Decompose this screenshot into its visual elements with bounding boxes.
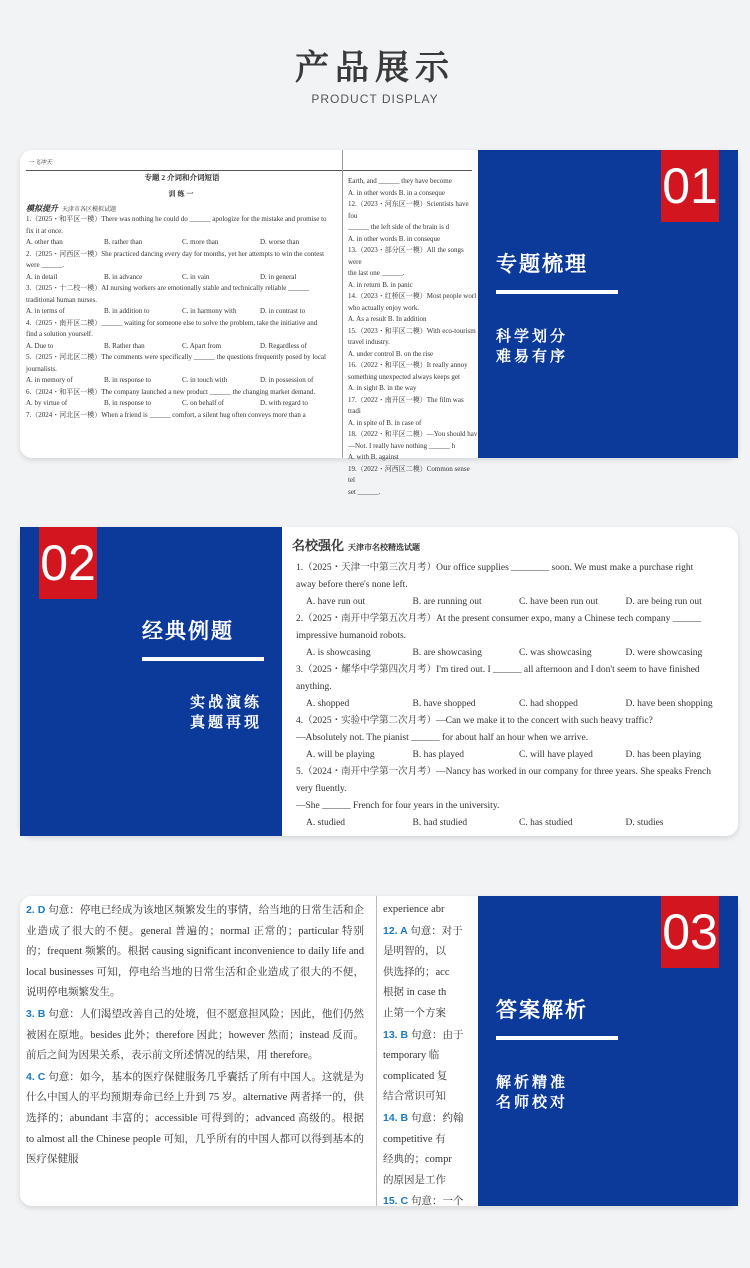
question-line: 14.（2023・红桥区一模）Most people worl (348, 292, 477, 300)
question-line: 15.（2023・和平区二模）With eco-tourism (348, 326, 476, 335)
answer-option: A. other than (26, 238, 63, 246)
answer-option: A. studied (306, 818, 346, 828)
answer-column-left (20, 896, 372, 1206)
answer-column-right (376, 896, 478, 1206)
feature-panel-1 (478, 150, 738, 458)
panel-title: 答案解析 (496, 998, 588, 1022)
question-line: 16.（2022・和平区一模）It really annoy (348, 361, 468, 369)
answer-option: A. in detail (26, 272, 58, 281)
answer-option: A. is showcasing (306, 648, 371, 658)
answer-options (296, 594, 732, 611)
book-logo: 一飞冲天 (28, 160, 53, 166)
panel-tagline: 解析精准 名师校对 (496, 1073, 569, 1111)
answer-line: complicated 复 (383, 1070, 448, 1082)
section-number: 01 (661, 150, 719, 222)
question-line: 7.（2024・河北区一模）When a friend is ______ comfort, a silent hug often conveys more than a (26, 410, 306, 419)
answer-option: D. are being run out (625, 597, 702, 607)
question-line: ______ the left side of the brain is d (348, 223, 450, 231)
answer-text: 句意：人们渴望改善自己的处境，但不愿意担风险；因此，他们仍然被困在原地。besides 此外；therefore 因此；however 然而；instead 反而。前后之间为因果关系，表示前文所述情况的结果，用 therefore。 (26, 1008, 364, 1062)
answer-line: competitive 有 (383, 1133, 446, 1145)
answer-line: 13. B 句意：由于 (383, 1028, 464, 1041)
answer-line: experience abr (383, 904, 445, 915)
answer-option: A. will be playing (306, 750, 375, 760)
left-column (26, 150, 338, 458)
answer-option: A. have run out (306, 597, 366, 607)
answer-options (296, 815, 732, 832)
answer-explanation (26, 900, 364, 1004)
answer-label: 2. D (26, 904, 49, 916)
question-line: 5.（2025・河北区二模）The comments were specifically ______ the questions frequently posed by local (26, 353, 326, 361)
section-number: 02 (39, 527, 97, 599)
sample-page-2 (282, 527, 738, 836)
answer-option: D. were showcasing (625, 648, 703, 658)
answer-option: C. on behalf of (182, 399, 224, 407)
question-line: away before there's none left. (296, 580, 408, 590)
page-title: 产品展示 (295, 48, 455, 88)
answer-options (26, 375, 338, 387)
answer-option: B. in response to (104, 376, 152, 384)
question-list-right (348, 176, 478, 498)
answer-line: 15. C 句意：一个 (383, 1195, 464, 1208)
answer-option: B. are showcasing (412, 648, 482, 658)
question-line: impressive humanoid robots. (296, 631, 407, 641)
answer-option: C. in harmony with (182, 307, 237, 315)
question-line: —Not. I really have nothing ______ h (348, 441, 456, 450)
question-line: who actually enjoy work. (348, 303, 420, 312)
answer-option: C. more than (182, 238, 219, 246)
answer-line: 经典的；compr (383, 1154, 452, 1166)
answer-option: B. Rather than (104, 341, 145, 350)
question-line: 1.（2025・天津一中第三次月考）Our office supplies ________ soon. We must make a purchase right (296, 563, 694, 573)
answer-options (26, 272, 338, 284)
answer-option: C. has studied (519, 818, 573, 828)
answer-line: 的原因是工作 (383, 1174, 446, 1186)
question-line: set ______. (348, 487, 381, 496)
panel-tagline: 科学划分 难易有序 (496, 327, 569, 365)
question-line: 18.（2022・和平区二模）—You should hav (348, 430, 478, 438)
question-line: 17.（2022・南开区一模）The film was tradi (348, 395, 464, 415)
question-line: 4.（2025・实验中学第二次月考）—Can we make it to the concert with such heavy traffic? (296, 716, 653, 726)
answer-option: B. in addition to (104, 307, 150, 315)
answer-options (296, 747, 732, 764)
question-line: travel industry. (348, 338, 390, 346)
panel-tagline: 实战演练 真题再现 (189, 693, 262, 731)
answer-option: D. Regardless of (260, 341, 307, 350)
answer-option: B. in advance (104, 272, 143, 281)
answer-option: D. in contrast to (260, 307, 306, 315)
panel-divider (496, 290, 618, 294)
question-line: A. under control B. on the rise (348, 349, 434, 358)
answer-explanation (26, 1067, 364, 1171)
answer-option: B. have shopped (412, 699, 476, 709)
answer-options (26, 237, 338, 249)
answer-text: 句意：停电已经成为该地区频繁发生的事情，给当地的日常生活和企业造成了很大的不便。general 普遍的；normal 正常的；particular 特别的；frequent 频繁的。根据 causing significant inconvenience to daily life and local businesses 可知，停电给当地的日常生活和企业造成了很大的不便，说明停电频繁发生。 (26, 905, 364, 999)
answer-option: D. have been shopping (625, 699, 713, 709)
question-line: 4.（2025・南开区二模）______ waiting for someone else to solve the problem, take the initiative and (26, 318, 318, 327)
answer-option: D. worse than (260, 238, 300, 246)
question-line: 5.（2024・南开中学第一次月考）—Nancy has worked in our company for three years. She speaks French (296, 767, 712, 777)
feature-panel-2 (20, 527, 282, 836)
panel-divider (142, 657, 264, 661)
question-line: fix it at once. (26, 226, 63, 235)
answer-options (26, 341, 338, 353)
question-line: 2.（2025・南开中学第五次月考）At the present consumer expo, many a Chinese tech company ______ (296, 614, 702, 624)
page-subtitle: PRODUCT DISPLAY (311, 92, 439, 106)
question-line: A. in sight B. in the way (348, 384, 417, 392)
answer-option: C. in touch with (182, 376, 228, 384)
question-line: 12.（2023・河东区一模）Scientists have fou (348, 200, 469, 220)
answer-line: 根据 in case th (383, 987, 447, 999)
question-line: the last one ______. (348, 269, 405, 277)
question-line: 1.（2025・和平区一模）There was nothing he could do ______ apologize for the mistake and promise to (26, 215, 327, 223)
answer-option: D. studies (625, 818, 664, 828)
question-line: A. in return B. in panic (348, 280, 413, 289)
question-line: A. As a result B. In addition (348, 315, 427, 323)
product-card-2 (20, 527, 738, 836)
answer-option: B. had studied (412, 818, 468, 828)
answer-option: A. by virtue of (26, 399, 68, 407)
answer-explanation (26, 1004, 364, 1067)
panel-title: 经典例题 (142, 619, 234, 643)
answer-line: 12. A 句意：对于 (383, 924, 463, 937)
sample-page-1 (20, 150, 478, 496)
answer-option: A. shopped (306, 699, 350, 709)
answer-option: D. in possession of (260, 376, 314, 384)
answer-text: 句意：如今，基本的医疗保健服务几乎囊括了所有中国人。这就是为什么中国人的平均预期寿命已经上升到 75 岁。alternative 两者择一的，供选择的；abundant 丰富的；accessible 可得到的；advanced 高级的。根据 to almost all the Chinese people 可知，几乎所有的中国人都可以得到基本的医疗保健服 (26, 1071, 364, 1166)
feature-panel-3 (478, 896, 738, 1206)
sample-page-3 (20, 896, 478, 1206)
answer-option: D. in general (260, 272, 297, 281)
question-line: 13.（2023・部分区一模）All the songs were (348, 246, 464, 266)
question-line: A. in other words B. in a conseque (348, 188, 446, 197)
question-line: A. in other words B. in conseque (348, 234, 441, 243)
answer-option: C. Apart from (182, 341, 222, 350)
answer-option: A. Due to (26, 341, 54, 350)
question-line: A. with B. against (348, 453, 399, 461)
answer-label: 3. B (26, 1007, 49, 1020)
answer-line: 是明智的，以 (383, 946, 446, 958)
answer-option: C. was showcasing (519, 648, 592, 658)
panel-title: 专题梳理 (496, 252, 588, 276)
question-line: 19.（2022・河西区二模）Common sense tel (348, 464, 470, 484)
question-line: traditional human nurses. (26, 295, 97, 304)
training-title: 训练一 (168, 190, 196, 198)
answer-option: B. in response to (104, 399, 152, 407)
question-line: 6.（2024・和平区一模）The company launched a new product ______ the changing market demand. (26, 387, 316, 396)
answer-line: 供选择的；acc (383, 966, 450, 978)
answer-line: 止第一个方案 (383, 1007, 446, 1019)
right-column (342, 150, 478, 496)
answer-line: 结合常识可知 (383, 1091, 446, 1103)
question-list (282, 560, 738, 832)
answer-option: D. has been playing (625, 750, 701, 760)
answer-option: C. in vain (182, 272, 210, 281)
question-line: 3.（2025・耀华中学第四次月考）I'm tired out. I ______ all afternoon and I don't seem to have finished (296, 665, 700, 675)
product-card-1 (20, 150, 738, 496)
section-heading: 名校强化 天津市名校精选试题 (292, 538, 421, 553)
question-line: anything. (296, 682, 332, 692)
question-line: something unexpected always keeps get (348, 372, 460, 381)
question-line: were ______. (26, 261, 65, 269)
question-line: journalists. (26, 364, 57, 373)
section-number: 03 (661, 896, 719, 968)
panel-divider (496, 1036, 618, 1040)
answer-option: B. are running out (412, 597, 482, 607)
answer-option: C. will have played (519, 750, 593, 760)
answer-options (296, 645, 732, 662)
question-line: find a solution yourself. (26, 330, 93, 338)
question-line: A. in spite of B. in case of (348, 418, 422, 427)
answer-option: B. has played (412, 750, 464, 760)
answer-options (26, 398, 338, 410)
answer-options (26, 306, 338, 318)
answer-options (296, 696, 732, 713)
answer-line: temporary 临 (383, 1050, 440, 1062)
answer-option: C. had shopped (519, 699, 578, 709)
page-header (0, 0, 750, 140)
answer-option: C. have been run out (519, 597, 598, 607)
answer-option: A. in terms of (26, 307, 65, 315)
question-list (26, 214, 338, 421)
answer-option: A. in memory of (26, 376, 73, 384)
answer-label: 4. C (26, 1070, 49, 1083)
chapter-title: 专题 2 介词和介词短语 (144, 173, 220, 182)
answer-line: 14. B 句意：约翰 (383, 1111, 464, 1124)
question-line: —She ______ French for four years in the university. (296, 801, 500, 811)
answer-option: B. rather than (104, 238, 143, 246)
question-line: Earth, and ______ they have become (348, 177, 452, 185)
section-heading: 模拟提升 天津市各区模拟试题 (26, 204, 117, 213)
question-line: —Absolutely not. The pianist ______ for about half an hour when we arrive. (296, 733, 589, 743)
question-line: very fluently. (296, 784, 347, 794)
question-line: 2.（2025・河西区一模）She practiced dancing every day for months, yet her attempts to win the contest (26, 249, 325, 258)
product-card-3 (20, 896, 738, 1206)
question-line: 3.（2025・十二校一模）AI nursing workers are emotionally stable and technically reliable ______ (26, 284, 310, 292)
answer-option: D. with regard to (260, 399, 308, 407)
